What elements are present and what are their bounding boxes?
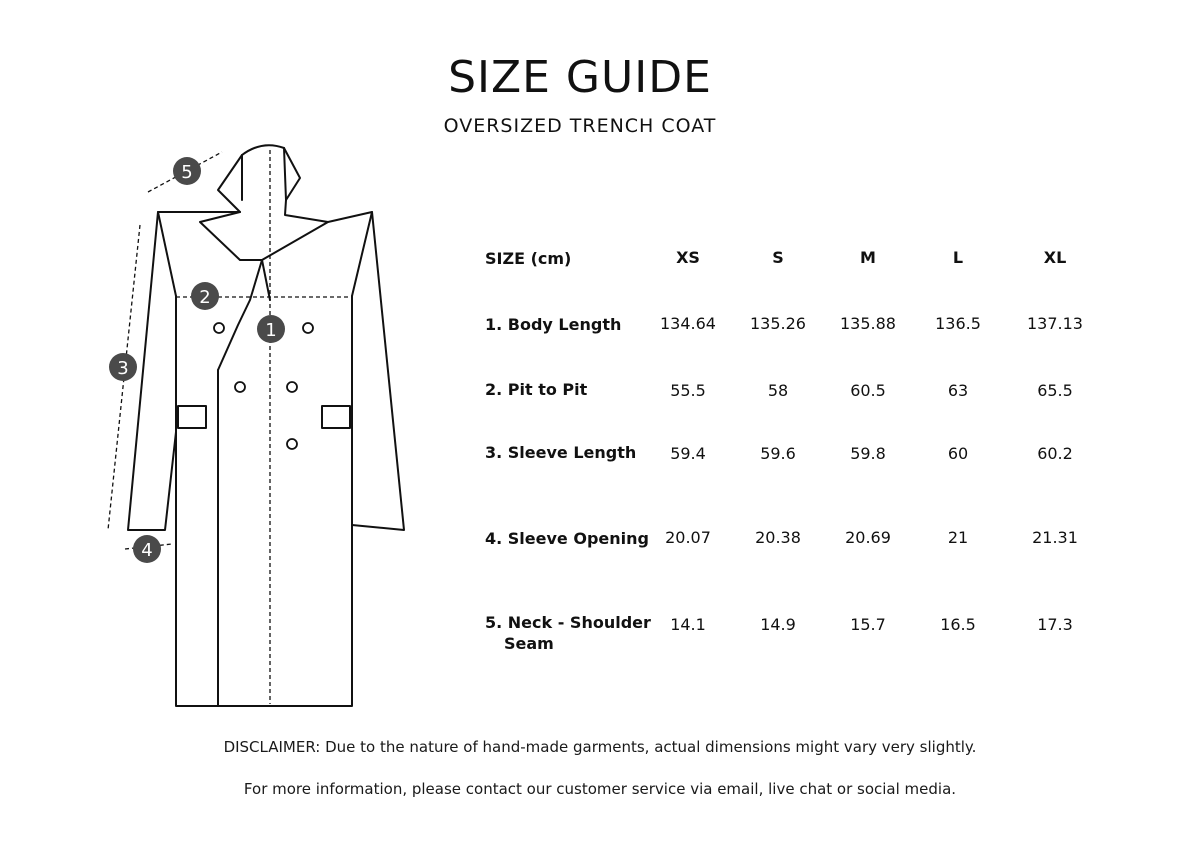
trench-coat-icon [100,140,420,720]
page-title: SIZE GUIDE [448,52,712,103]
cell-value: 55.5 [670,381,706,400]
disclaimer-text: DISCLAIMER: Due to the nature of hand-made garments, actual dimensions might vary very slightly. [223,738,977,756]
page-subtitle: OVERSIZED TRENCH COAT [443,115,717,137]
cell-value: 137.13 [1027,314,1083,333]
cell-value: 14.1 [670,615,706,634]
table-row [485,442,1105,462]
row-label: 4. Sleeve Opening [485,529,649,548]
cell-value: 59.8 [850,444,886,463]
cell-value: 15.7 [850,615,886,634]
row-label-line-1: 5. Neck - Shoulder [485,613,651,632]
table-row [485,379,1105,399]
size-header-xs: XS [676,248,700,267]
size-table [485,240,1105,653]
table-header-row [485,248,1105,268]
cell-value: 60.2 [1037,444,1073,463]
size-header-m: M [860,248,876,267]
marker-1: 1 [265,320,277,341]
size-header-xl: XL [1043,248,1067,267]
cell-value: 20.38 [755,528,801,547]
marker-3: 3 [117,358,129,379]
table-row [485,528,1105,548]
contact-text: For more information, please contact our customer service via email, live chat or social media. [243,780,957,798]
marker-4: 4 [141,540,153,561]
cell-value: 59.4 [670,444,706,463]
cell-value: 135.88 [840,314,896,333]
cell-value: 20.07 [665,528,711,547]
cell-value: 17.3 [1037,615,1073,634]
row-label [485,612,651,654]
row-label: 2. Pit to Pit [485,380,588,399]
marker-5: 5 [181,162,193,183]
cell-value: 20.69 [845,528,891,547]
row-label-line-2: Seam [504,634,554,653]
cell-value: 136.5 [935,314,981,333]
cell-value: 21.31 [1032,528,1078,547]
cell-value: 135.26 [750,314,806,333]
cell-value: 60.5 [850,381,886,400]
cell-value: 16.5 [940,615,976,634]
cell-value: 14.9 [760,615,796,634]
cell-value: 63 [947,381,969,400]
table-row [485,314,1105,334]
row-label: 3. Sleeve Length [485,443,637,462]
cell-value: 58 [767,381,789,400]
cell-value: 134.64 [660,314,716,333]
size-header-s: S [772,248,784,267]
cell-value: 59.6 [760,444,796,463]
size-unit-header: SIZE (cm) [485,249,572,268]
marker-2: 2 [199,287,211,308]
row-label: 1. Body Length [485,315,622,334]
size-header-l: L [952,248,964,267]
cell-value: 60 [947,444,969,463]
table-row [485,612,1105,656]
cell-value: 65.5 [1037,381,1073,400]
measurement-markers [109,157,285,563]
cell-value: 21 [947,528,969,547]
